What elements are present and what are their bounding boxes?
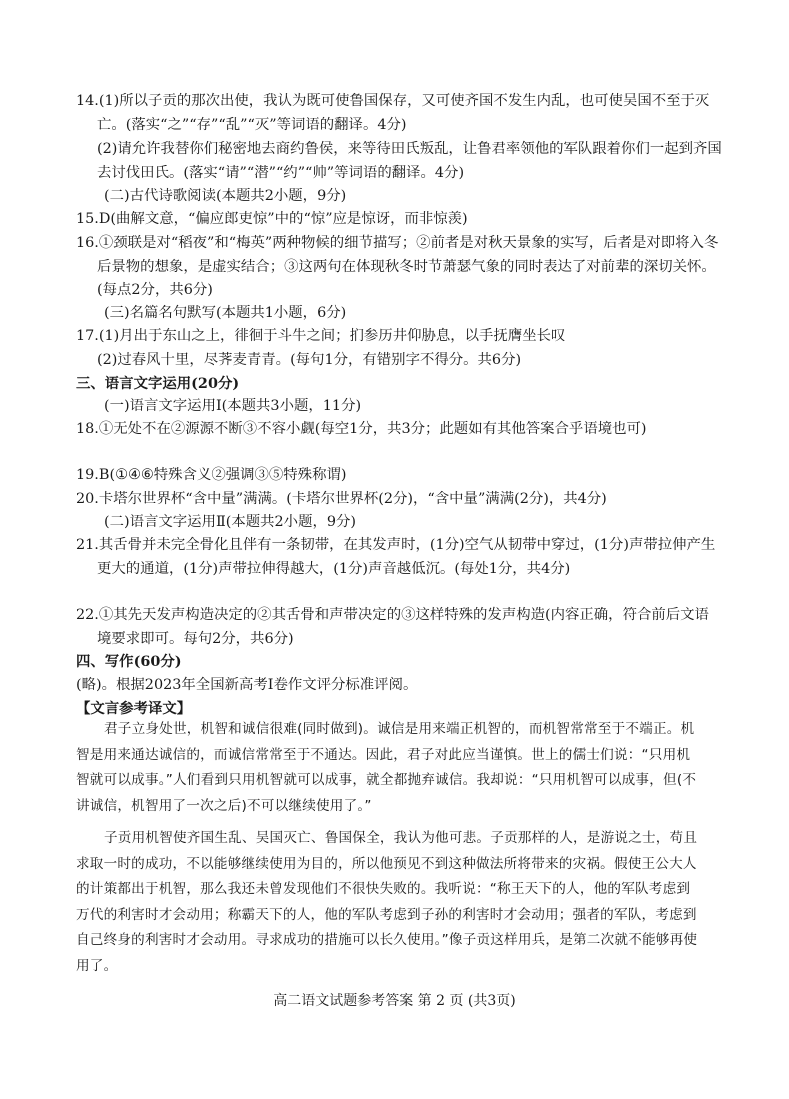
- q17-part2: (2)过春风十里，尽荠麦青青。(每句1分，有错别字不得分。共6分): [97, 352, 522, 368]
- q21-answer: 21.其舌骨并未完全骨化且伴有一条韧带，在其发声时，(1分)空气从韧带中穿过，(1分)声带拉伸产生更大的通道，(1分)声带拉伸得越大，(1分)声音越低沉。(每处1分，共4分): [76, 537, 716, 577]
- subsection-poetry: (二)古代诗歌阅读(本题共2小题，9分): [104, 188, 347, 204]
- translation-paragraph-2: 子贡用机智使齐国生乱、吴国灭亡、鲁国保全，我认为他可悲。子贡那样的人，是游说之士，苟且求取一时的成功，不以能够继续使用为目的，所以他预见不到这种做法所将带来的灾祸。假使王公大人的计策都出于机智，那么我还未曾发现他们不很快失败的。我听说：“称王天下的人，他的军队考虑到万代的利害时才会动用；称霸天下的人，他的军队考虑到子孙的利害时才会动用；强者的军队，考虑到自己终身的利害时才会动用。寻求成功的措施可以长久使用。”像子贡这样用兵，是第二次就不能够再使用了。: [76, 830, 698, 974]
- q14-part2: (2)请允许我替你们秘密地去商约鲁侯，来等待田氏叛乱，让鲁君率领他的军队跟着你们一起到齐国去讨伐田氏。(落实“请”“潜”“约”“帅”等词语的翻译。4分): [97, 141, 722, 181]
- subsection-language-2: (二)语言文字运用Ⅱ(本题共2小题，9分): [104, 514, 357, 530]
- section-writing: 四、写作(60分): [76, 653, 182, 670]
- q20-answer: 20.卡塔尔世界杯“含中量”满满。(卡塔尔世界杯(2分)，“含中量”满满(2分)，共4分): [76, 491, 607, 507]
- subsection-language-1: (一)语言文字运用Ⅰ(本题共3小题，11分): [104, 398, 362, 414]
- q19-answer: 19.B(①④⑥特殊含义②强调③⑤特殊称谓): [76, 467, 347, 483]
- writing-answer: (略)。根据2023年全国新高考Ⅰ卷作文评分标准评阅。: [76, 677, 418, 693]
- q16-answer: 16.①颈联是对“稻夜”和“梅英”两种物候的细节描写；②前者是对秋天景象的实写，后者是对即将入冬后景物的想象，是虚实结合；③这两句在体现秋冬时节萧瑟气象的同时表达了对前辈的深切关怀。(每点2分，共6分): [76, 235, 719, 298]
- q22-answer: 22.①其先天发声构造决定的②其舌骨和声带决定的③这样特殊的发声构造(内容正确，符合前后文语境要求即可。每句2分，共6分): [76, 607, 709, 647]
- subsection-recitation: (三)名篇名句默写(本题共1小题，6分): [104, 305, 347, 321]
- section-language-use: 三、语言文字运用(20分): [76, 375, 240, 392]
- q17-part1: 17.(1)月出于东山之上，徘徊于斗牛之间；扪参历井仰胁息，以手抚膺坐长叹: [76, 328, 566, 344]
- translation-paragraph-1: 君子立身处世，机智和诚信很难(同时做到)。诚信是用来端正机智的，而机智常常至于不端正。机智是用来通达诚信的，而诚信常常至于不通达。因此，君子对此应当谨慎。世上的儒士们说：“只用机智就可以成事。”人们看到只用机智就可以成事，就全都抛弃诚信。我却说：“只用机智可以成事，但(不讲诚信，机智用了一次之后)不可以继续使用了。”: [76, 721, 697, 814]
- page-footer: 高二语文试题参考答案 第 2 页 (共3页): [273, 993, 516, 1009]
- q15-answer: 15.D(曲解文意，“偏应郎吏惊”中的“惊”应是惊讶，而非惊羡): [76, 211, 468, 227]
- translation-title: 【文言参考译文】: [76, 700, 192, 717]
- q14-part1: 14.(1)所以子贡的那次出使，我认为既可使鲁国保存，又可使齐国不发生内乱，也可使吴国不至于灭亡。(落实“之”“存”“乱”“灭”等词语的翻译。4分): [76, 93, 710, 133]
- q18-answer: 18.①无处不在②源源不断③不容小觑(每空1分，共3分；此题如有其他答案合乎语境也可): [76, 421, 647, 437]
